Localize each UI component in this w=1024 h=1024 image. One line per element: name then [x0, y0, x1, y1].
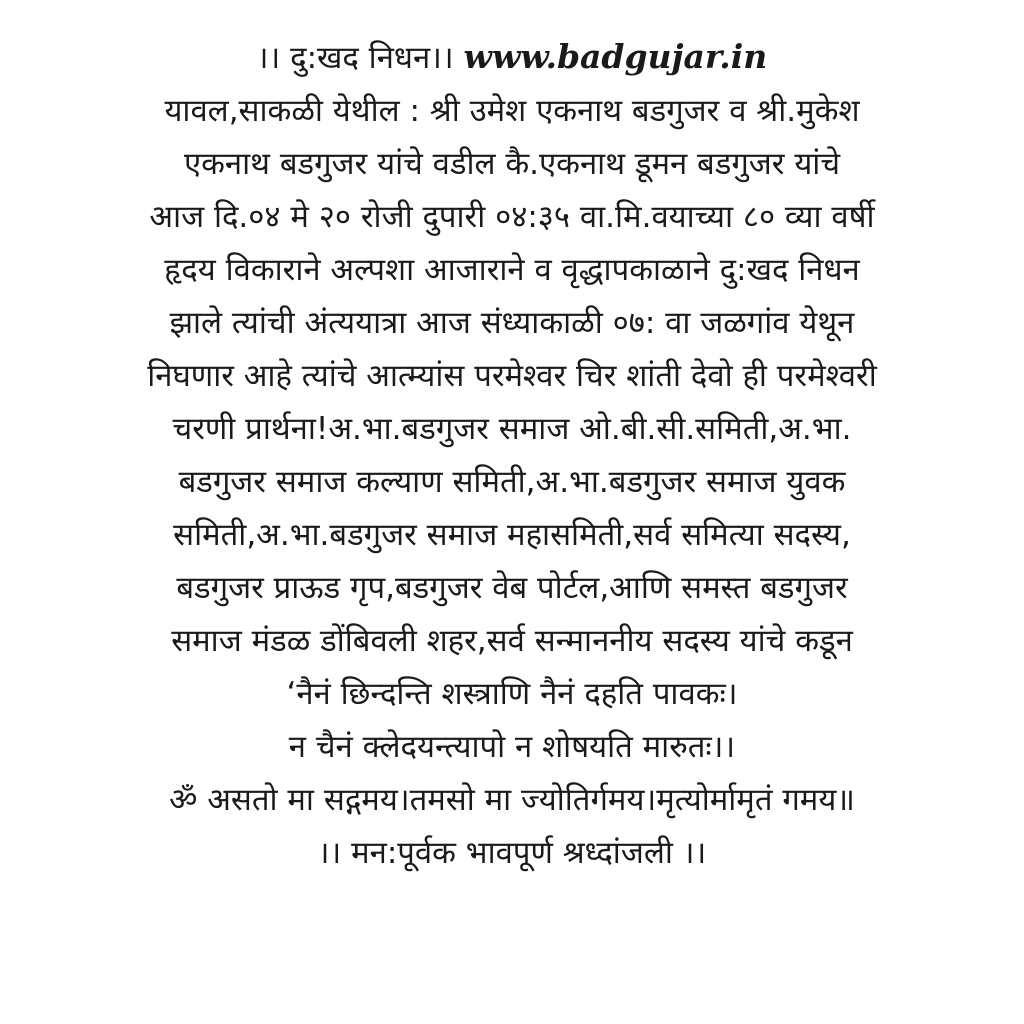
verse-line-2: न चैनं क्लेदयन्त्यापो न शोषयति मारुतः।।: [288, 729, 736, 765]
website-link[interactable]: www.badgujar.in: [463, 37, 768, 76]
body-line-3: आज दि.०४ मे २० रोजी दुपारी ०४:३५ वा.मि.वयाच्या ८० व्या वर्षी: [149, 199, 875, 235]
body-line-8: बडगुजर समाज कल्याण समिती,अ.भा.बडगुजर समाज युवक: [178, 464, 846, 500]
body-line-6: निघणार आहे त्यांचे आत्म्यांस परमेश्वर चिर शांती देवो ही परमेश्वरी: [147, 358, 877, 394]
body-line-4: हृदय विकाराने अल्पशा आजाराने व वृद्धापकाळाने दु:खद निधन: [164, 252, 860, 288]
title-line: [20, 30, 1004, 85]
verse-line-3: ॐ असतो मा सद्गमय।तमसो मा ज्योतिर्गमय।मृत्योर्मामृतं गमय॥: [169, 782, 855, 818]
body-line-5: झाले त्यांची अंत्ययात्रा आज संध्याकाळी ०७: वा जळगांव येथून: [169, 305, 855, 341]
body-line-11: समाज मंडळ डोंबिवली शहर,सर्व सन्माननीय सदस्य यांचे कडून: [171, 623, 853, 659]
condolence-text-block: [20, 30, 1004, 880]
closing-tribute: ।। मन:पूर्वक भावपूर्ण श्रध्दांजली ।।: [317, 835, 707, 871]
body-line-10: बडगुजर प्राऊड गृप,बडगुजर वेब पोर्टल,आणि समस्त बडगुजर: [176, 570, 848, 606]
body-line-2: एकनाथ बडगुजर यांचे वडील कै.एकनाथ डूमन बडगुजर यांचे: [183, 146, 841, 182]
title-heading: ।। दु:खद निधन।।: [256, 40, 454, 76]
verse-line-1: ‘नैनं छिन्दन्ति शस्त्राणि नैनं दहति पावकः।: [286, 676, 738, 712]
body-line-9: समिती,अ.भा.बडगुजर समाज महासमिती,सर्व समित्या सदस्य,: [173, 517, 851, 553]
body-line-7: चरणी प्रार्थना!अ.भा.बडगुजर समाज ओ.बी.सी.समिती,अ.भा.: [172, 411, 852, 447]
body-line-1: यावल,साकळी येथील : श्री उमेश एकनाथ बडगुजर व श्री.मुकेश: [164, 93, 860, 129]
